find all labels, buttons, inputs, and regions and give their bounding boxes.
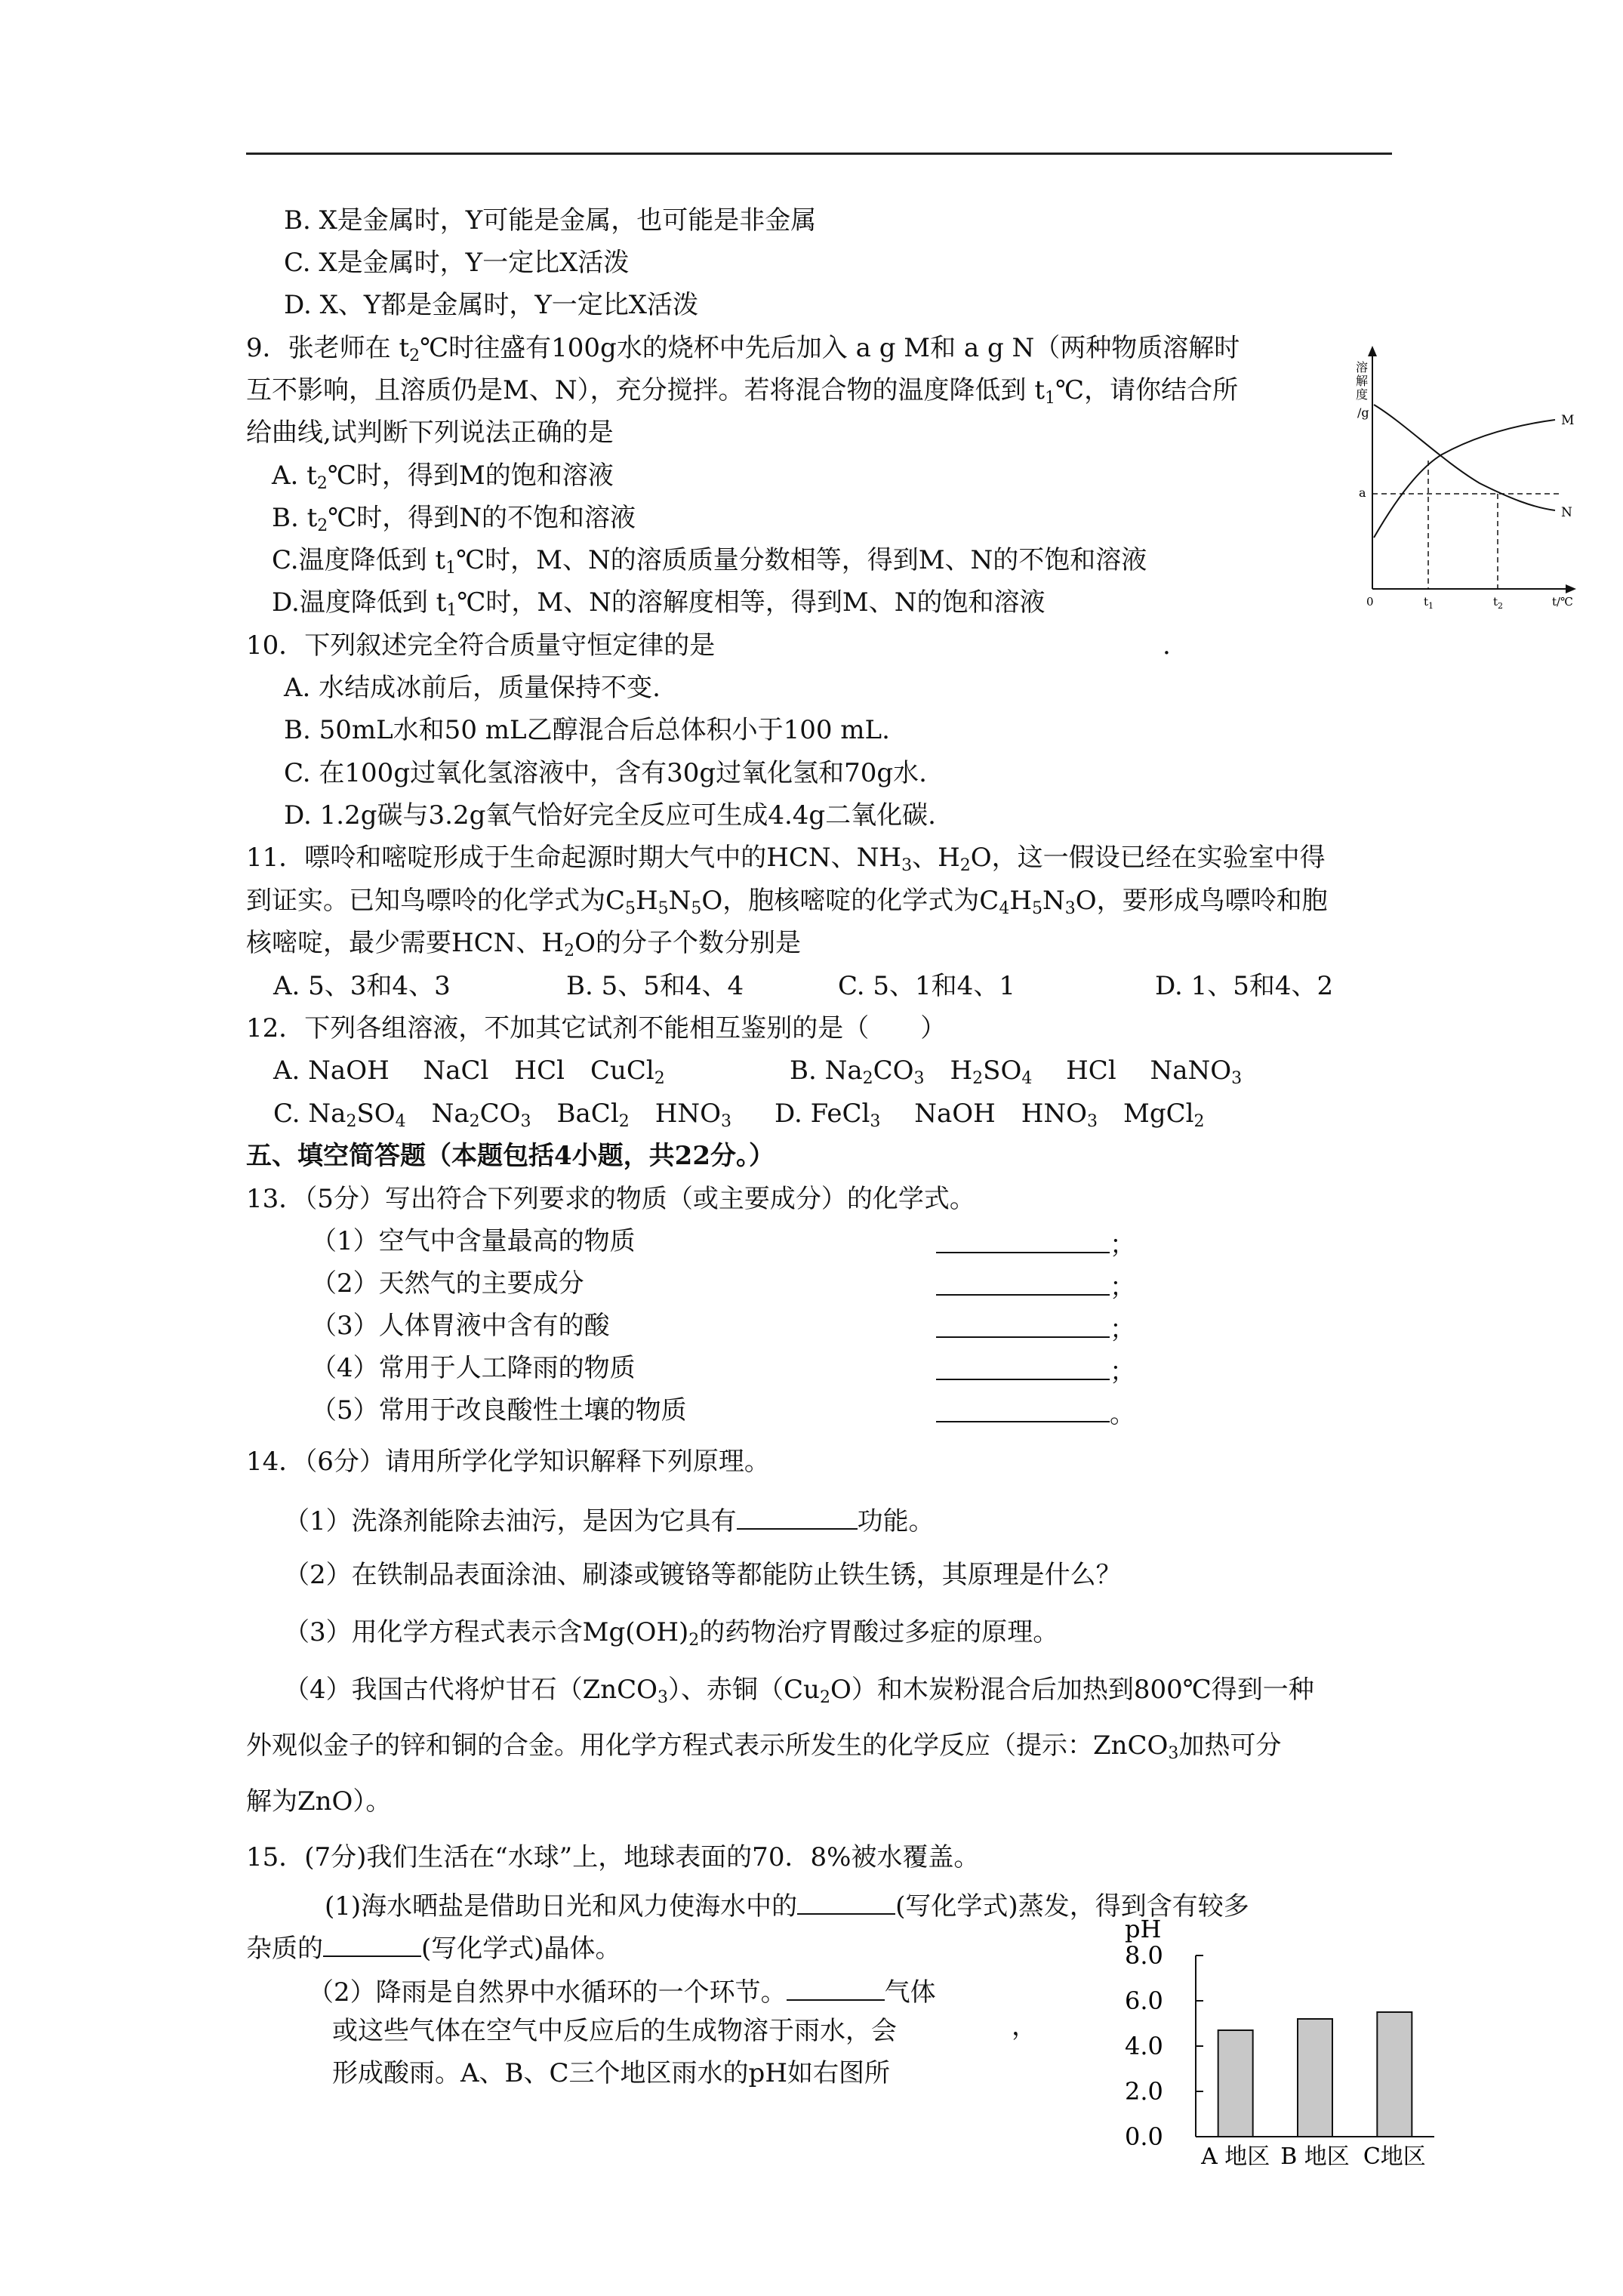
q11-stem-line2: 到证实。已知鸟嘌呤的化学式为$C_5H_5N_5O$，胞核嘧啶的化学式为$C_4H_5N_3O$，要形成鸟嘌呤和胞 (246, 886, 1328, 918)
q13-blank-5[interactable] (936, 1395, 1110, 1422)
q11-stem-line3: 核嘧啶，最少需要HCN、$H_2O$的分子个数分别是 (246, 928, 801, 960)
header-rule (246, 153, 1392, 155)
ph-bar (1298, 2019, 1332, 2137)
q11-option-a: A. 5、3和4、3 (273, 971, 451, 1001)
q9-option-c: C.温度降低到 $t_1℃$时，M、N的溶质质量分数相等，得到M、N的不饱和溶液 (272, 545, 1147, 578)
ph-category-label: B 地区 (1280, 2143, 1350, 2170)
q9-option-d: D.温度降低到 $t_1℃$时，M、N的溶解度相等，得到M、N的饱和溶液 (272, 587, 1046, 620)
q13-answer-1: ； (936, 1226, 1135, 1260)
q13-answer-4: ； (936, 1353, 1135, 1387)
q15-blank-3[interactable] (787, 1974, 885, 2001)
q14-item-1: （1）洗涤剂能除去油污，是因为它具有 功能。 (284, 1502, 935, 1536)
y-axis-arrow (1368, 346, 1377, 356)
q15-item-2-line1: （2）降雨是自然界中水循环的一个环节。 气体 (308, 1974, 936, 2008)
q14-item-3: （3）用化学方程式表示含$Mg(OH)_2$的药物治疗胃酸过多症的原理。 (284, 1617, 1059, 1650)
q9-stem-line1: 9．张老师在 $t_2℃$时往盛有100g水的烧杯中先后加入 a g M和 a g N（两种物质溶解时 (246, 333, 1240, 365)
q12-option-c: C. $Na_2SO_4$ $Na_2CO_3$ BaCl$_2$ $HNO_3$ (273, 1099, 731, 1131)
y-unit: /g (1357, 405, 1369, 420)
q13-blank-4[interactable] (936, 1353, 1110, 1380)
q8-option-d: D. X、Y都是金属时，Y一定比X活泼 (284, 290, 698, 320)
q9-option-a: A. $t_2℃$时，得到M的饱和溶液 (272, 461, 614, 493)
q12-option-d: D. FeCl$_3$ NaOH $HNO_3$ MgCl$_2$ (775, 1099, 1205, 1131)
q14-item-4-line1: （4）我国古代将炉甘石（ZnCO$_3$）、赤铜$(Cu_2O)$和木炭粉混合后加热到800℃得到一种 (284, 1675, 1314, 1707)
x-axis-label: t/℃ (1552, 595, 1573, 609)
q12-option-b: B. $Na_2CO_3$ $H_2SO_4$ HCl NaNO$_3$ (790, 1056, 1243, 1088)
q14-item-4-line3: 解为ZnO）。 (246, 1786, 392, 1817)
q13-blank-3[interactable] (936, 1311, 1110, 1338)
q14-stem: 14．（6分）请用所学化学知识解释下列原理。 (246, 1447, 770, 1477)
q15-blank-2[interactable] (323, 1930, 421, 1957)
q9-stem-line2: 互不影响，且溶质仍是M、N），充分搅拌。若将混合物的温度降低到 $t_1℃$，请你结合所 (246, 375, 1239, 408)
curve-n-label: N (1561, 505, 1572, 520)
q13-item-4: （4）常用于人工降雨的物质 (311, 1353, 636, 1383)
q14-blank-1[interactable] (737, 1502, 858, 1530)
a-level-label: a (1359, 485, 1366, 500)
q10-option-a: A. 水结成冰前后，质量保持不变. (284, 673, 661, 703)
curve-m-label: M (1561, 413, 1575, 428)
q13-answer-3: ； (936, 1311, 1135, 1345)
q12-stem: 12．下列各组溶液，不加其它试剂不能相互鉴别的是（ ） (246, 1013, 947, 1043)
ph-bar (1377, 2012, 1412, 2137)
q9-stem-line3: 给曲线,试判断下列说法正确的是 (246, 418, 614, 448)
q13-stem: 13．（5分）写出符合下列要求的物质（或主要成分）的化学式。 (246, 1184, 975, 1214)
ph-y-tick-label: 4.0 (1125, 2032, 1163, 2060)
ph-bar (1218, 2030, 1253, 2137)
q11-option-d: D. 1、5和4、2 (1155, 971, 1334, 1001)
q10-option-c: C. 在100g过氧化氢溶液中，含有30g过氧化氢和70g水. (284, 758, 927, 788)
y-label-char-1: 溶 (1356, 360, 1369, 374)
ph-y-tick-label: 0.0 (1125, 2122, 1163, 2151)
q15-item-2-line3: 形成酸雨。A、B、C三个地区雨水的pH如右图所 (332, 2058, 890, 2088)
q11-option-b: B. 5、5和4、4 (566, 971, 744, 1001)
q13-item-5: （5）常用于改良酸性土壤的物质 (311, 1395, 687, 1425)
q13-item-3: （3）人体胃液中含有的酸 (311, 1311, 610, 1341)
q10-option-b: B. 50mL水和50 mL乙醇混合后总体积小于100 mL. (284, 715, 890, 745)
y-label-char-3: 度 (1356, 387, 1369, 402)
y-label-char-2: 解 (1356, 374, 1369, 388)
q8-option-c: C. X是金属时，Y一定比X活泼 (284, 248, 630, 278)
q12-option-a: A. NaOH NaCl HCl CuCl$_2$ (273, 1056, 665, 1088)
ph-y-tick-label: 6.0 (1125, 1986, 1163, 2015)
q14-item-4-line2: 外观似金子的锌和铜的合金。用化学方程式表示所发生的化学反应（提示：ZnCO$_3$加热可分 (246, 1730, 1282, 1763)
q13-answer-2: ； (936, 1268, 1135, 1302)
solubility-curve-figure (1336, 340, 1585, 612)
q15-item-2-line2: 或这些气体在空气中反应后的生成物溶于雨水，会 (332, 2016, 897, 2046)
q10-stem: 10．下列叙述完全符合质量守恒定律的是 (246, 630, 716, 661)
q13-item-2: （2）天然气的主要成分 (311, 1268, 584, 1299)
q13-answer-5: 。 (936, 1395, 1135, 1429)
q15-item-1-line1: (1)海水晒盐是借助日光和风力使海水中的 (写化学式)蒸发，得到含有较多 (325, 1888, 1249, 1922)
q15-stem: 15．(7分)我们生活在“水球”上，地球表面的70．8%被水覆盖。 (246, 1842, 980, 1872)
t2-label: $t_2$ (1493, 595, 1504, 611)
q15-mark: ， (1012, 2011, 1037, 2042)
section-5-heading: 五、填空简答题（本题包括4小题，共22分。） (246, 1141, 775, 1171)
ph-category-label: C地区 (1363, 2143, 1426, 2170)
ph-y-tick-label: 2.0 (1125, 2077, 1163, 2106)
q15-blank-1[interactable] (797, 1888, 895, 1915)
x-axis-arrow (1566, 584, 1576, 593)
curve-m (1374, 420, 1555, 538)
q9-option-b: B. $t_2℃$时，得到N的不饱和溶液 (272, 503, 636, 535)
ph-bar-chart (1125, 1918, 1442, 2174)
q10-option-d: D. 1.2g碳与3.2g氧气恰好完全反应可生成4.4g二氧化碳. (284, 800, 936, 831)
origin-label: 0 (1366, 595, 1374, 609)
t1-label: $t_1$ (1424, 595, 1434, 611)
q11-stem-line1: 11．嘌呤和嘧啶形成于生命起源时期大气中的HCN、$NH_3$、$H_2O$，这一假设已经在实验室中得 (246, 843, 1326, 875)
q13-blank-1[interactable] (936, 1226, 1110, 1253)
q10-trailing-dot: . (1163, 630, 1171, 661)
q14-item-2: （2）在铁制品表面涂油、刷漆或镀铬等都能防止铁生锈，其原理是什么？ (284, 1560, 1122, 1590)
ph-category-label: A 地区 (1201, 2143, 1270, 2170)
q11-option-c: C. 5、1和4、1 (838, 971, 1015, 1001)
q13-blank-2[interactable] (936, 1268, 1110, 1296)
q8-option-b: B. X是金属时，Y可能是金属，也可能是非金属 (284, 205, 817, 236)
q15-item-1-line2: 杂质的 (写化学式)晶体。 (246, 1930, 621, 1964)
chart-ylabel: pH (1125, 1918, 1162, 1943)
ph-y-tick-label: 8.0 (1125, 1941, 1163, 1970)
q13-item-1: （1）空气中含量最高的物质 (311, 1226, 636, 1256)
